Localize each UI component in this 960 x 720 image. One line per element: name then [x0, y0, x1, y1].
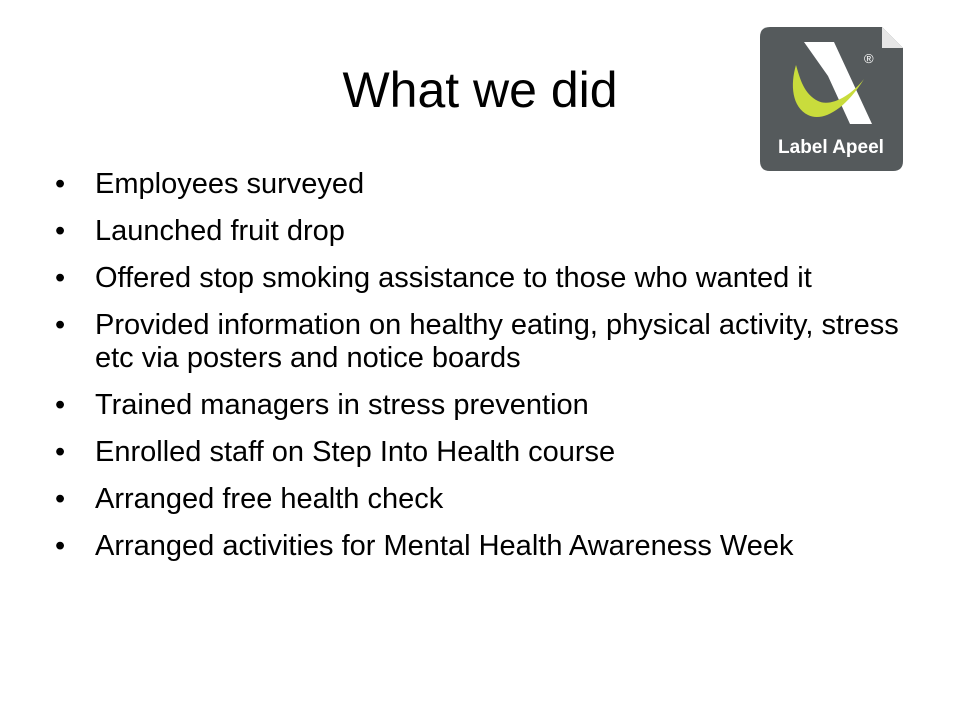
bullet-dot: •: [55, 168, 66, 200]
bullet-item: [55, 215, 905, 248]
bullet-item: [55, 309, 905, 375]
bullet-text: Arranged free health check: [95, 483, 444, 515]
bullet-dot: •: [55, 215, 66, 247]
bullet-item: [55, 168, 905, 201]
bullet-text: Trained managers in stress prevention: [95, 389, 589, 421]
bullet-dot: •: [55, 483, 66, 515]
bullet-item: [55, 530, 905, 563]
bullet-dot: •: [55, 262, 66, 294]
bullet-text: Employees surveyed: [95, 168, 365, 200]
bullet-text: Enrolled staff on Step Into Health course: [95, 436, 616, 468]
logo-wordmark: Label Apeel: [778, 137, 884, 158]
bullet-text: Offered stop smoking assistance to those who wanted it: [95, 262, 812, 294]
bullet-text: Arranged activities for Mental Health Awareness Week: [95, 530, 794, 562]
bullet-item: [55, 483, 905, 516]
bullet-text: Launched fruit drop: [95, 215, 345, 247]
bullet-item: [55, 262, 905, 295]
bullet-list: [55, 168, 905, 577]
bullet-dot: •: [55, 530, 66, 562]
logo-registered-mark: ®: [864, 51, 874, 66]
logo-page-fold: [882, 27, 903, 48]
bullet-text: Provided information on healthy eating, physical activity, stress etc via posters and notice boards: [95, 309, 899, 374]
bullet-item: [55, 389, 905, 422]
bullet-dot: •: [55, 436, 66, 468]
slide-title: What we did: [342, 62, 618, 118]
bullet-item: [55, 436, 905, 469]
bullet-dot: •: [55, 389, 66, 421]
bullet-dot: •: [55, 309, 66, 341]
label-apeel-logo: [760, 27, 903, 171]
